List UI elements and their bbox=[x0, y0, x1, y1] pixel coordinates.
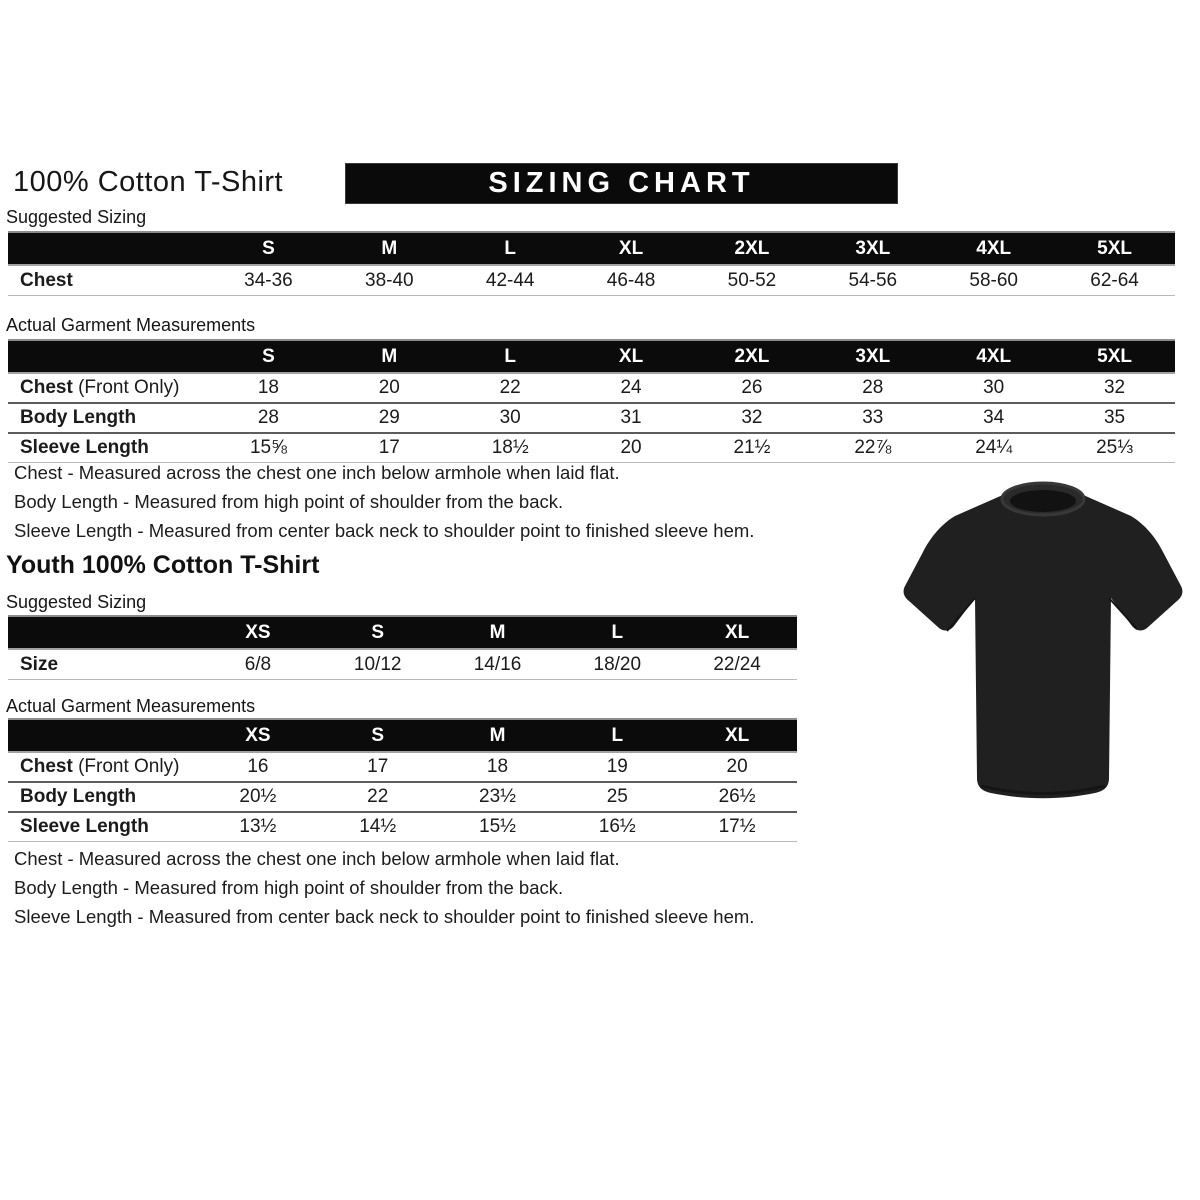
size-column-header: S bbox=[208, 232, 329, 265]
size-column-header: 2XL bbox=[692, 232, 813, 265]
measurement-value: 50-52 bbox=[692, 265, 813, 296]
measurement-value: 24 bbox=[620, 377, 642, 398]
youth-suggested-sizing-table-grid bbox=[8, 615, 797, 680]
size-column-header: L bbox=[450, 340, 571, 373]
measurement-value: 34-36 bbox=[208, 265, 329, 296]
measurement-value: 17 bbox=[329, 433, 450, 463]
adult-measurement-notes bbox=[14, 458, 754, 545]
measurement-value: 29 bbox=[329, 403, 450, 433]
size-column-header: 3XL bbox=[812, 232, 933, 265]
size-header-corner bbox=[8, 340, 208, 373]
youth-garment-measurements-label: Actual Garment Measurements bbox=[6, 696, 256, 716]
measurement-value: 42-44 bbox=[450, 265, 571, 296]
row-label: Body Length bbox=[8, 403, 208, 433]
measurement-value: 10/12 bbox=[318, 649, 438, 680]
measurement-value: 46-48 bbox=[571, 265, 692, 296]
sizing-chart-banner bbox=[345, 163, 898, 204]
measurement-note: Body Length - Measured from high point of shoulder from the back. bbox=[14, 491, 564, 512]
measurement-value: 22 bbox=[318, 782, 438, 812]
measurement-value: 62-64 bbox=[1054, 265, 1175, 296]
measurement-value: 24¼ bbox=[933, 433, 1054, 463]
youth-measurement-notes bbox=[14, 844, 754, 931]
measurement-note: Body Length - Measured from high point of shoulder from the back. bbox=[14, 877, 564, 898]
measurement-value: 35 bbox=[1054, 403, 1175, 433]
measurement-value: 19 bbox=[606, 756, 628, 777]
size-column-header: XS bbox=[198, 719, 318, 752]
size-column-header: M bbox=[438, 616, 558, 649]
measurement-value: 54-56 bbox=[812, 265, 933, 296]
youth-title: Youth 100% Cotton T-Shirt bbox=[6, 551, 320, 579]
black-tshirt-svg bbox=[885, 468, 1195, 813]
measurement-row bbox=[8, 752, 797, 782]
measurement-value: 18/20 bbox=[557, 649, 677, 680]
size-column-header: S bbox=[208, 340, 329, 373]
size-column-header: XL bbox=[677, 719, 797, 752]
measurement-value: 31 bbox=[571, 403, 692, 433]
measurement-value: 18 bbox=[486, 756, 509, 777]
measurement-row bbox=[8, 812, 797, 842]
measurement-value: 28 bbox=[208, 403, 329, 433]
size-column-header: 5XL bbox=[1054, 340, 1175, 373]
measurement-note: Chest - Measured across the chest one inch below armhole when laid flat. bbox=[14, 848, 620, 869]
measurement-row bbox=[8, 649, 797, 680]
row-label: Chest bbox=[8, 265, 208, 296]
measurement-value: 26 bbox=[741, 377, 763, 398]
size-header-corner bbox=[8, 232, 208, 265]
measurement-value: 22 bbox=[499, 377, 521, 398]
measurement-value: 15⅝ bbox=[208, 433, 329, 463]
size-column-header: M bbox=[438, 719, 558, 752]
size-header-row bbox=[8, 616, 797, 649]
measurement-value: 14½ bbox=[318, 812, 438, 842]
measurement-value: 16½ bbox=[557, 812, 677, 842]
measurement-value: 22⅞ bbox=[812, 433, 933, 463]
measurement-value: 17 bbox=[367, 756, 389, 777]
size-column-header: M bbox=[329, 232, 450, 265]
row-label: Chest (Front Only) bbox=[20, 377, 180, 398]
measurement-value: 20 bbox=[726, 756, 748, 777]
measurement-note: Sleeve Length - Measured from center back neck to shoulder point to finished sleeve hem. bbox=[14, 520, 755, 541]
tshirt-body-shape bbox=[904, 487, 1183, 798]
page-title: 100% Cotton T-Shirt bbox=[13, 166, 284, 198]
measurement-row bbox=[8, 782, 797, 812]
size-column-header: 2XL bbox=[692, 340, 813, 373]
row-label: Sleeve Length bbox=[8, 433, 208, 463]
row-label: Sleeve Length bbox=[8, 812, 198, 842]
adult-suggested-sizing-table bbox=[8, 231, 1175, 296]
measurement-value: 20½ bbox=[198, 782, 318, 812]
size-column-header: 4XL bbox=[933, 340, 1054, 373]
size-column-header: L bbox=[557, 719, 677, 752]
measurement-value: 14/16 bbox=[438, 649, 558, 680]
size-header-row bbox=[8, 340, 1175, 373]
measurement-value: 26½ bbox=[677, 782, 797, 812]
measurement-value: 16 bbox=[247, 756, 269, 777]
adult-garment-measurements-label: Actual Garment Measurements bbox=[6, 315, 256, 335]
measurement-value: 33 bbox=[812, 403, 933, 433]
measurement-note: Sleeve Length - Measured from center back neck to shoulder point to finished sleeve hem. bbox=[14, 906, 755, 927]
measurement-value: 23½ bbox=[438, 782, 558, 812]
black-tshirt-image bbox=[885, 468, 1195, 813]
sizing-chart-banner-text: SIZING CHART bbox=[488, 167, 755, 199]
measurement-value: 30 bbox=[983, 377, 1005, 398]
size-column-header: L bbox=[557, 616, 677, 649]
size-column-header: M bbox=[329, 340, 450, 373]
measurement-value: 32 bbox=[1103, 377, 1126, 398]
measurement-value: 20 bbox=[571, 433, 692, 463]
measurement-value: 18 bbox=[257, 377, 279, 398]
measurement-row bbox=[8, 403, 1175, 433]
size-column-header: XS bbox=[198, 616, 318, 649]
measurement-value: 58-60 bbox=[933, 265, 1054, 296]
size-header-corner bbox=[8, 719, 198, 752]
measurement-value: 25⅓ bbox=[1054, 433, 1175, 463]
measurement-value: 13½ bbox=[198, 812, 318, 842]
size-header-corner bbox=[8, 616, 198, 649]
youth-suggested-sizing-table bbox=[8, 615, 797, 680]
size-column-header: XL bbox=[677, 616, 797, 649]
measurement-value: 38-40 bbox=[329, 265, 450, 296]
size-column-header: S bbox=[318, 616, 438, 649]
row-label: Body Length bbox=[8, 782, 198, 812]
size-column-header: 4XL bbox=[933, 232, 1054, 265]
youth-suggested-sizing-label: Suggested Sizing bbox=[6, 592, 147, 612]
measurement-value: 25 bbox=[557, 782, 677, 812]
youth-garment-measurements-table bbox=[8, 718, 797, 842]
size-header-row bbox=[8, 719, 797, 752]
measurement-value: 17½ bbox=[677, 812, 797, 842]
adult-suggested-sizing-table-grid bbox=[8, 231, 1175, 296]
size-column-header: 3XL bbox=[812, 340, 933, 373]
measurement-value: 32 bbox=[692, 403, 813, 433]
measurement-value: 15½ bbox=[438, 812, 558, 842]
size-column-header: 5XL bbox=[1054, 232, 1175, 265]
size-column-header: XL bbox=[571, 232, 692, 265]
measurement-value: 20 bbox=[378, 377, 400, 398]
row-label: Size bbox=[8, 649, 198, 680]
measurement-row bbox=[8, 373, 1175, 403]
measurement-note: Chest - Measured across the chest one inch below armhole when laid flat. bbox=[14, 462, 620, 483]
measurement-value: 6/8 bbox=[198, 649, 318, 680]
size-header-row bbox=[8, 232, 1175, 265]
adult-garment-measurements-table bbox=[8, 339, 1175, 463]
measurement-value: 21½ bbox=[692, 433, 813, 463]
adult-suggested-sizing-label: Suggested Sizing bbox=[6, 207, 147, 227]
adult-garment-measurements-table-grid bbox=[8, 339, 1175, 463]
measurement-value: 22/24 bbox=[677, 649, 797, 680]
measurement-value: 34 bbox=[933, 403, 1054, 433]
size-column-header: S bbox=[318, 719, 438, 752]
measurement-value: 18½ bbox=[450, 433, 571, 463]
size-column-header: L bbox=[450, 232, 571, 265]
youth-garment-measurements-table-grid bbox=[8, 718, 797, 842]
measurement-value: 28 bbox=[862, 377, 884, 398]
row-label: Chest (Front Only) bbox=[20, 756, 180, 777]
tshirt-neck-hole bbox=[1010, 490, 1076, 512]
size-column-header: XL bbox=[571, 340, 692, 373]
measurement-value: 30 bbox=[450, 403, 571, 433]
measurement-row bbox=[8, 265, 1175, 296]
